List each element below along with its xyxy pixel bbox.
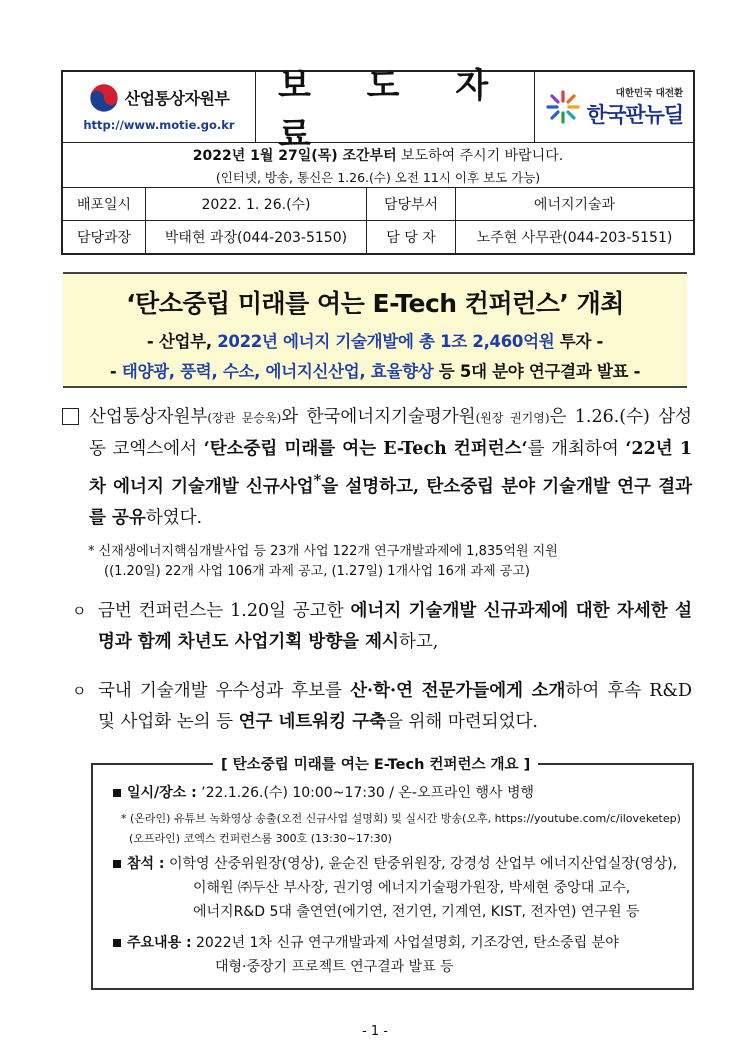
subtitle-2-post: 등 5대 분야 연구결과 발표 - — [433, 362, 641, 381]
embargo-note: (인터넷, 방송, 통신은 1.26.(수) 오전 11시 이후 보도 가능) — [215, 169, 541, 185]
label-director: 담당과장 — [63, 221, 146, 253]
footnote — [88, 542, 558, 582]
newdeal-title: 한국판뉴딜 — [586, 103, 684, 127]
square-bullet-icon — [113, 860, 121, 868]
overview-title: [ 탄소중립 미래를 여는 E-Tech 컨퍼런스 개요 ] — [213, 753, 538, 774]
bullet-circle-icon: ㅇ — [72, 682, 87, 700]
headline-subtitle-1 — [63, 328, 687, 352]
overview-note-online: * (온라인) 유튜브 녹화영상 송출(오전 신규사업 설명회) 및 실시간 방송(오후, https://youtube.com/c/iloveketep) — [121, 812, 681, 825]
value-director: 박태현 과장(044-203-5150) — [146, 221, 367, 253]
newdeal-logo — [535, 72, 693, 142]
overview-item-contents — [113, 931, 619, 979]
square-bullet-icon — [113, 939, 121, 947]
p1-location: 은 1.26.(수) 삼성동 코엑스에서 — [89, 407, 692, 459]
p1-agency: 와 한국에너지기술평가원 — [281, 407, 476, 427]
item1-value: ’22.1.26.(수) 10:00~17:30 / 온-오프라인 행사 병행 — [196, 785, 535, 801]
ministry-logo — [89, 83, 230, 113]
p1-footnote-mark: * — [313, 472, 322, 489]
embargo-date: 2022년 1월 27일(목) 조간부터 — [192, 147, 397, 164]
header-top-row — [63, 66, 693, 155]
p1-agency-head: (원장 권기영) — [475, 411, 550, 425]
value-department: 에너지기술과 — [533, 197, 616, 213]
ministry-name: 산업통상자원부 — [124, 89, 230, 108]
square-bullet-icon — [113, 789, 121, 797]
item2-label: 참석 : — [127, 856, 165, 872]
overview-note-offline: (오프라인) 코엑스 컨퍼런스룸 300호 (13:30~17:30) — [129, 832, 392, 845]
value-distribution-date: 2022. 1. 26.(수) — [146, 188, 367, 220]
value-contact-person: 노주현 사무관(044-203-5151) — [476, 230, 673, 246]
taegeuk-emblem-icon — [89, 83, 119, 113]
item3-line-2: 대형·중장기 프로젝트 연구결과 발표 등 — [215, 959, 454, 975]
item2-line-1: 이학영 산중위원장(영상), 윤순진 탄중위원장, 강경성 산업부 에너지산업실장(영상), — [164, 856, 678, 872]
overview-item-attendees — [113, 852, 677, 924]
item3-line-1: 2022년 1차 신규 연구개발과제 사업설명회, 기조강연, 탄소중립 분야 — [191, 935, 619, 951]
item3-label: 주요내용 : — [127, 935, 192, 951]
ministry-logo-cell — [63, 72, 256, 142]
b2-post: 을 위해 마련되었다. — [386, 712, 538, 732]
label-contact-person: 담 당 자 — [367, 221, 456, 253]
info-row-contacts — [63, 220, 693, 253]
p1-connector: 를 개최하여 — [527, 439, 626, 459]
p1-ending: 하였다. — [145, 507, 203, 528]
b1-post: 하고, — [398, 632, 439, 652]
label-distribution-date: 배포일시 — [63, 188, 146, 220]
newdeal-subtitle: 대한민국 대전환 — [615, 88, 684, 99]
newdeal-star-icon — [545, 89, 581, 125]
b2-mid: 하여 후속 R&D 및 사업화 논의 등 — [98, 681, 692, 732]
overview-item-datetime — [113, 781, 534, 805]
page-number: - 1 - — [362, 1024, 388, 1039]
footnote-line-1: * 신재생에너지핵심개발사업 등 23개 사업 122개 연구개발과제에 1,835억원 지원 — [88, 544, 558, 559]
header-table — [61, 66, 695, 255]
p1-sharing: 을 설명하고, 탄소중립 분야 기술개발 연구 결과를 공유 — [89, 476, 693, 528]
p1-new-projects: ‘22년 1차 에너지 기술개발 신규사업 — [89, 439, 692, 497]
b2-highlight-1: 산·학·연 전문가들에게 소개 — [350, 681, 566, 701]
bullet-paragraph-1 — [72, 596, 692, 658]
headline-subtitle-2 — [63, 358, 687, 382]
embargo-notice — [63, 143, 693, 188]
p1-ministry-minister: (장관 문승욱) — [207, 411, 282, 425]
embargo-rest: 보도하여 주시기 바랍니다. — [396, 147, 564, 164]
subtitle-1-pre: - 산업부, — [146, 332, 218, 351]
b1-pre: 금번 컨퍼런스는 1.20일 공고한 — [98, 601, 351, 621]
doc-type-title: 보 도 자 료 — [256, 72, 535, 142]
checkbox-square-icon — [62, 408, 79, 425]
bullet-paragraph-2 — [72, 676, 692, 738]
headline-title: ‘탄소중립 미래를 여는 E-Tech 컨퍼런스’ 개최 — [126, 289, 624, 318]
event-overview-box — [91, 757, 694, 990]
item1-label: 일시/장소 : — [127, 785, 197, 801]
b1-highlight: 에너지 기술개발 신규과제에 대한 자세한 설명과 함께 차년도 사업기획 방향을 제시 — [98, 601, 692, 652]
subtitle-2-highlight: 태양광, 풍력, 수소, 에너지신산업, 효율향상 — [121, 362, 434, 381]
ministry-url-link[interactable]: http://www.motie.go.kr — [83, 117, 235, 132]
item2-line-2: 이해원 ㈜두산 부사장, 권기영 에너지기술평가원장, 박세현 중앙대 교수, — [193, 880, 631, 896]
footnote-line-2: ((1.20일) 22개 사업 106개 과제 공고, (1.27일) 1개사업 16개 과제 공고) — [104, 564, 530, 579]
bullet-circle-icon: ㅇ — [72, 602, 87, 620]
main-paragraph — [62, 402, 692, 534]
b2-pre: 국내 기술개발 우수성과 후보를 — [98, 681, 351, 701]
info-row-distribution — [63, 188, 693, 220]
subtitle-1-highlight: 2022년 에너지 기술개발에 총 1조 2,460억원 — [217, 332, 555, 351]
item2-line-3: 에너지R&D 5대 출연연(에기연, 전기연, 기계연, KIST, 전자연) 연구원 등 — [193, 904, 640, 920]
subtitle-2-pre: - — [109, 362, 122, 381]
headline-box — [63, 272, 687, 388]
p1-event-name: ‘탄소중립 미래를 여는 E-Tech 컨퍼런스‘ — [203, 439, 528, 459]
subtitle-1-post: 투자 - — [554, 332, 604, 351]
label-department: 담당부서 — [367, 188, 456, 220]
b2-highlight-2: 연구 네트워킹 구축 — [238, 712, 387, 732]
p1-ministry: 산업통상자원부 — [89, 407, 208, 427]
